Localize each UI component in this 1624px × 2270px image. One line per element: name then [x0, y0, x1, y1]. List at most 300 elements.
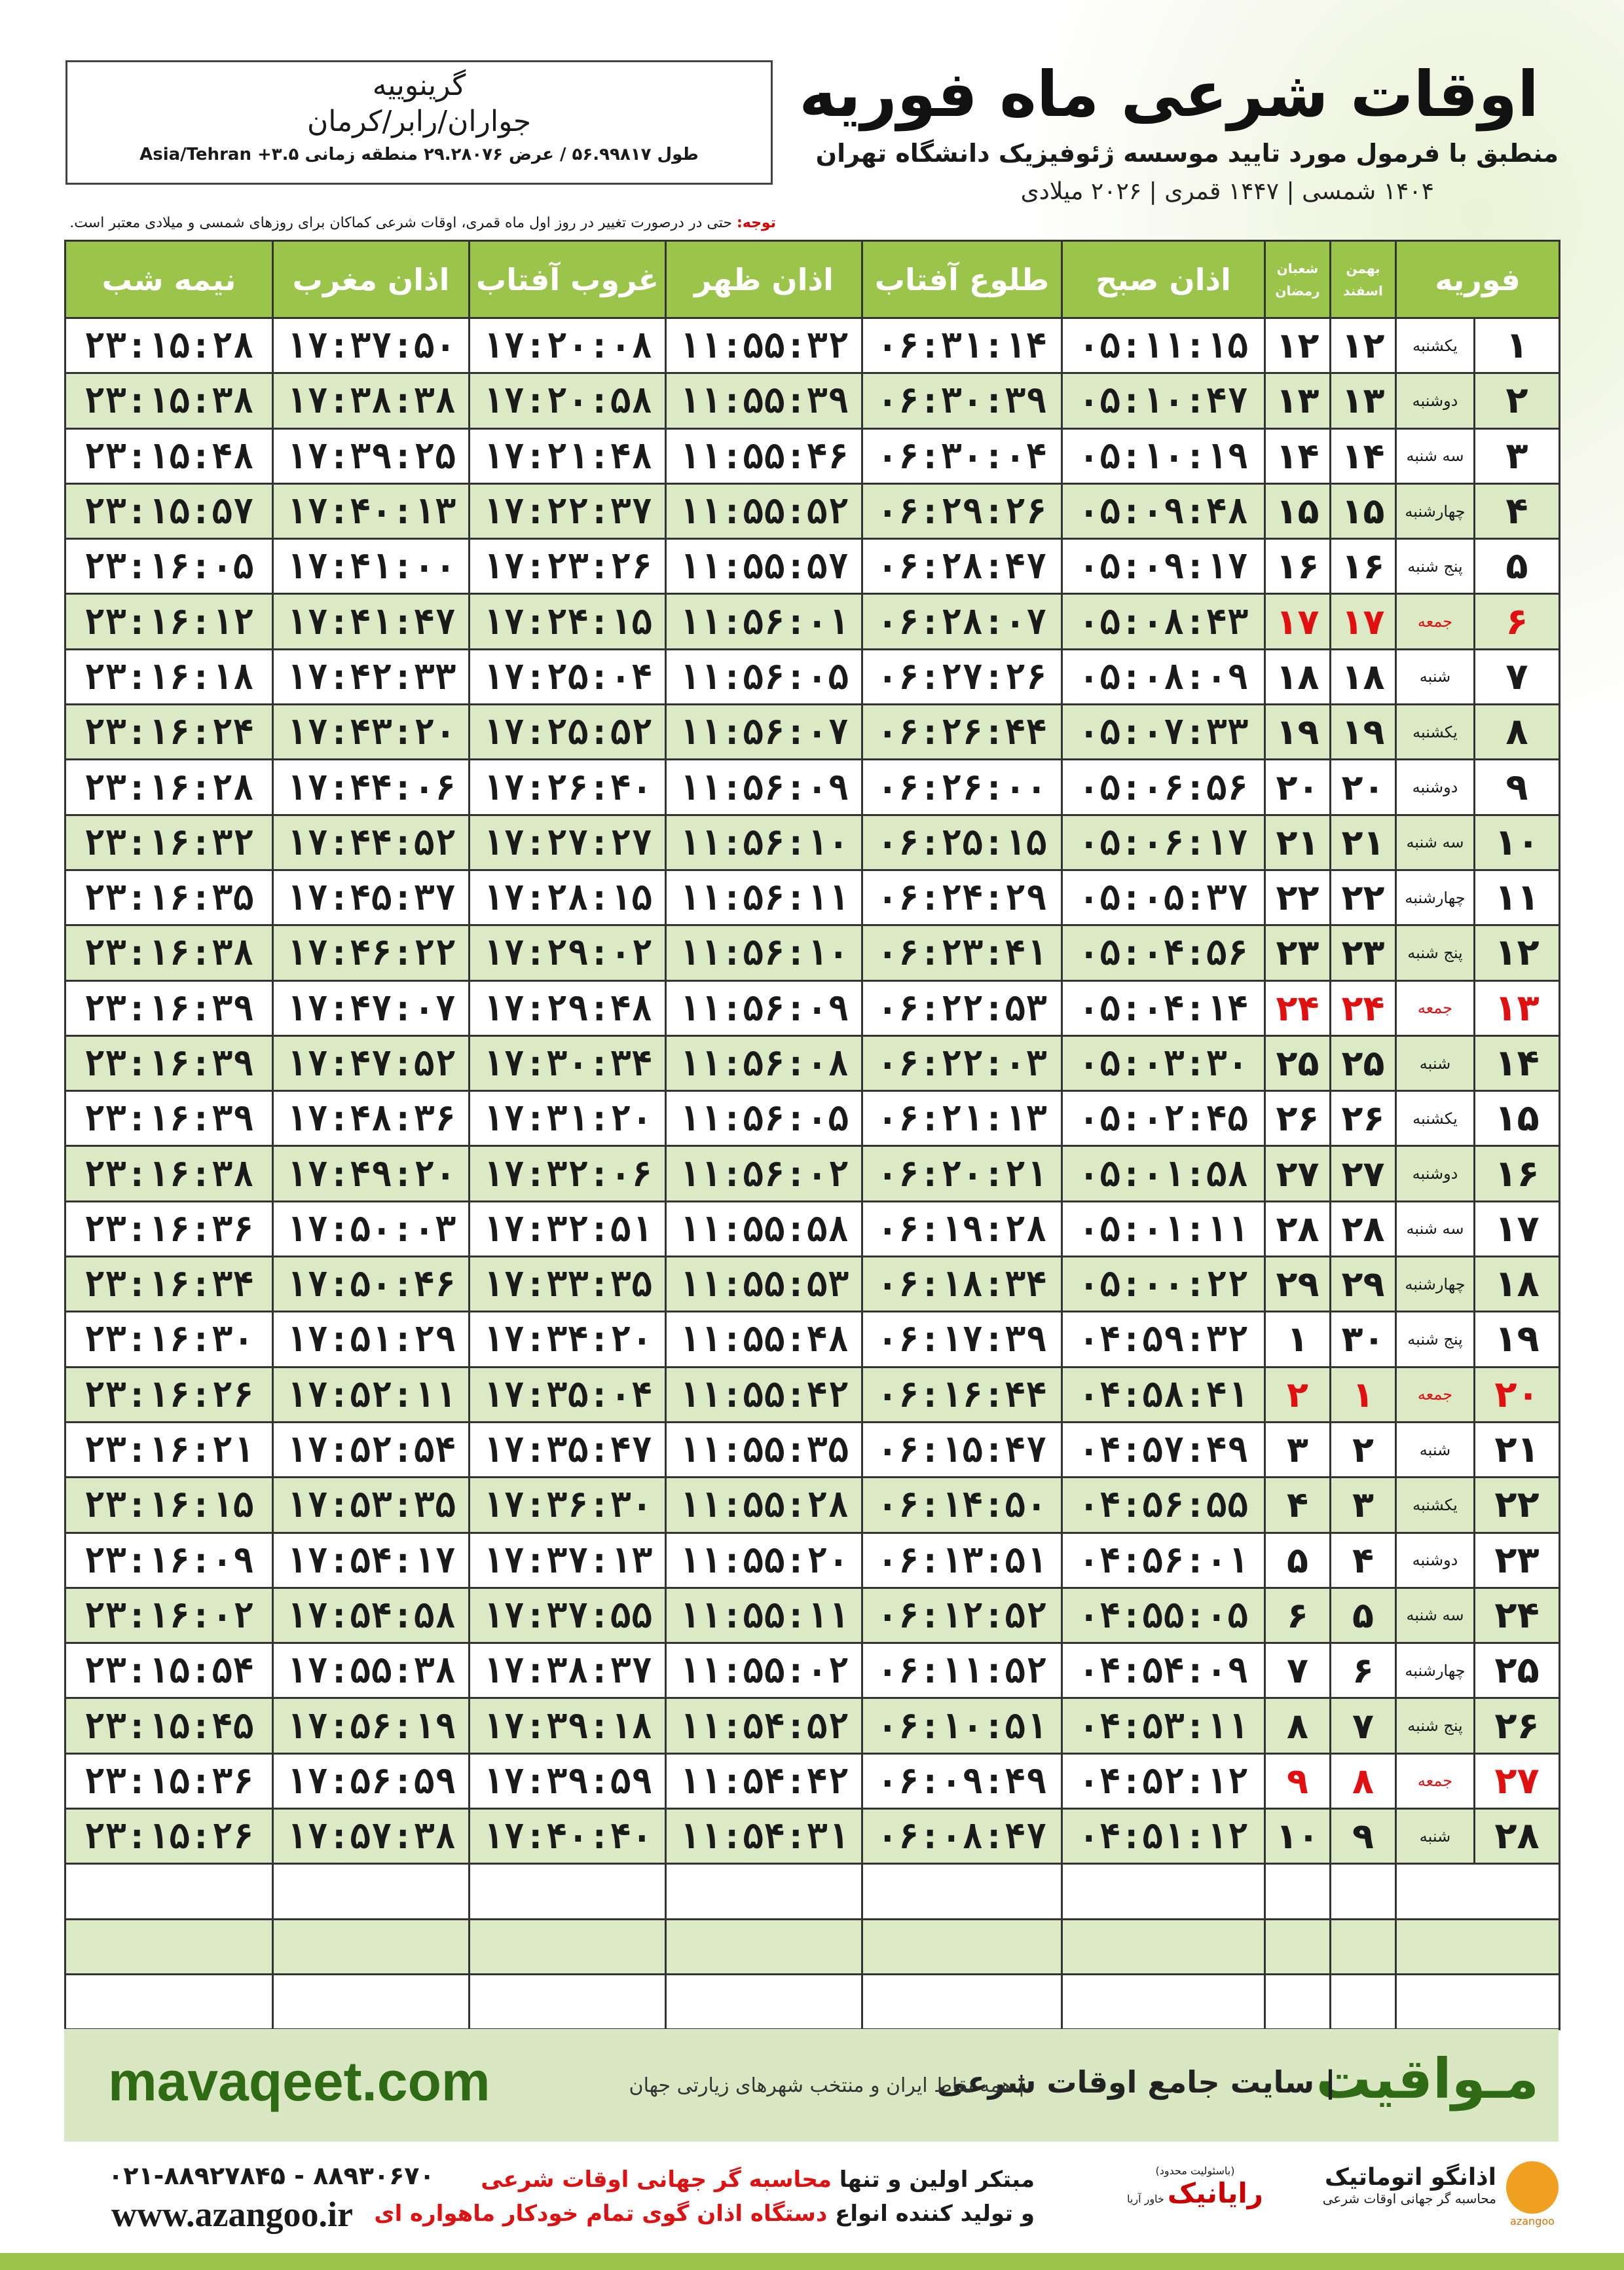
solar-day: ۲۳: [1331, 925, 1396, 980]
time-maghrib: ۱۷:۵۳:۳۵: [273, 1478, 470, 1533]
note: [69, 215, 776, 231]
weekday: پنج شنبه: [1396, 1698, 1475, 1753]
time-midnight: ۲۳:۱۶:۲۸: [65, 760, 273, 815]
lunar-day: ۲: [1265, 1367, 1331, 1422]
time-dhuhr: ۱۱:۵۵:۵۲: [666, 483, 862, 538]
table-row: [65, 1588, 1560, 1643]
table-row: [65, 1091, 1560, 1146]
time-fajr: ۰۵:۰۶:۵۶: [1062, 760, 1265, 815]
page-subtitle: منطبق با فرمول مورد تایید موسسه ژئوفیزیک دانشگاه تهران: [815, 139, 1559, 168]
table-row: [65, 705, 1560, 760]
time-sunset: ۱۷:۳۴:۲۰: [470, 1312, 666, 1367]
weekday: یکشنبه: [1396, 1091, 1475, 1146]
time-maghrib: ۱۷:۴۵:۳۷: [273, 870, 470, 925]
solar-day: ۲۵: [1331, 1035, 1396, 1090]
day-number: ۲۵: [1475, 1643, 1560, 1698]
table-row: [65, 870, 1560, 925]
time-sunset: ۱۷:۲۱:۴۸: [470, 428, 666, 483]
time-midnight: ۲۳:۱۶:۳۸: [65, 1146, 273, 1201]
time-midnight: ۲۳:۱۶:۱۵: [65, 1478, 273, 1533]
lunar-day: ۲۱: [1265, 815, 1331, 870]
calendar-years: ۱۴۰۴ شمسی | ۱۴۴۷ قمری | ۲۰۲۶ میلادی: [1020, 178, 1434, 205]
table-row: [65, 815, 1560, 870]
time-sunset: ۱۷:۳۵:۴۷: [470, 1422, 666, 1477]
solar-day: ۴: [1331, 1533, 1396, 1588]
time-midnight: ۲۳:۱۶:۳۰: [65, 1312, 273, 1367]
time-dhuhr: ۱۱:۵۴:۵۲: [666, 1698, 862, 1753]
time-dhuhr: ۱۱:۵۶:۰۱: [666, 594, 862, 649]
time-sunrise: ۰۶:۲۸:۴۷: [862, 539, 1062, 594]
time-sunset: ۱۷:۴۰:۴۰: [470, 1809, 666, 1864]
time-midnight: ۲۳:۱۶:۱۲: [65, 594, 273, 649]
time-fajr: ۰۵:۰۸:۴۳: [1062, 594, 1265, 649]
weekday: شنبه: [1396, 1035, 1475, 1090]
solar-day: ۱۶: [1331, 539, 1396, 594]
day-number: ۱۷: [1475, 1201, 1560, 1256]
time-maghrib: ۱۷:۴۹:۲۰: [273, 1146, 470, 1201]
time-sunrise: ۰۶:۲۴:۲۹: [862, 870, 1062, 925]
time-dhuhr: ۱۱:۵۵:۴۶: [666, 428, 862, 483]
weekday: جمعه: [1396, 980, 1475, 1035]
table-row: [65, 1478, 1560, 1533]
empty-row: [65, 1919, 1560, 1974]
day-number: ۱: [1475, 318, 1560, 373]
weekday: سه شنبه: [1396, 428, 1475, 483]
weekday: جمعه: [1396, 594, 1475, 649]
page-title: اوقات شرعی ماه فوریه: [799, 58, 1539, 131]
weekday: چهارشنبه: [1396, 870, 1475, 925]
time-fajr: ۰۴:۵۶:۵۵: [1062, 1478, 1265, 1533]
solar-day: ۶: [1331, 1643, 1396, 1698]
time-midnight: ۲۳:۱۶:۰۹: [65, 1533, 273, 1588]
time-sunrise: ۰۶:۲۳:۴۱: [862, 925, 1062, 980]
day-number: ۸: [1475, 705, 1560, 760]
location-name: گرینوییه: [372, 69, 466, 102]
header-sunset: غروب آفتاب: [470, 241, 666, 318]
time-fajr: ۰۵:۰۹:۴۸: [1062, 483, 1265, 538]
time-fajr: ۰۵:۰۱:۵۸: [1062, 1146, 1265, 1201]
weekday: سه شنبه: [1396, 815, 1475, 870]
time-maghrib: ۱۷:۴۲:۳۳: [273, 649, 470, 704]
table-row: [65, 1753, 1560, 1808]
solar-day: ۲۰: [1331, 760, 1396, 815]
time-sunset: ۱۷:۳۲:۰۶: [470, 1146, 666, 1201]
day-number: ۲۸: [1475, 1809, 1560, 1864]
time-dhuhr: ۱۱:۵۵:۴۸: [666, 1312, 862, 1367]
time-sunset: ۱۷:۳۹:۵۹: [470, 1753, 666, 1808]
time-midnight: ۲۳:۱۶:۲۴: [65, 705, 273, 760]
solar-day: ۱۸: [1331, 649, 1396, 704]
time-sunrise: ۰۶:۱۱:۵۲: [862, 1643, 1062, 1698]
solar-day: ۷: [1331, 1698, 1396, 1753]
time-sunset: ۱۷:۳۵:۰۴: [470, 1367, 666, 1422]
table-row: [65, 373, 1560, 428]
time-midnight: ۲۳:۱۶:۳۲: [65, 815, 273, 870]
weekday: چهارشنبه: [1396, 483, 1475, 538]
time-sunrise: ۰۶:۲۶:۰۰: [862, 760, 1062, 815]
time-maghrib: ۱۷:۴۷:۰۷: [273, 980, 470, 1035]
lunar-day: ۱۲: [1265, 318, 1331, 373]
table-row: [65, 980, 1560, 1035]
solar-day: ۲۱: [1331, 815, 1396, 870]
time-maghrib: ۱۷:۳۷:۵۰: [273, 318, 470, 373]
day-number: ۱۶: [1475, 1146, 1560, 1201]
lunar-day: ۱۸: [1265, 649, 1331, 704]
weekday: چهارشنبه: [1396, 1643, 1475, 1698]
empty-row: [65, 1864, 1560, 1919]
time-fajr: ۰۵:۱۰:۱۹: [1062, 428, 1265, 483]
time-sunrise: ۰۶:۲۱:۱۳: [862, 1091, 1062, 1146]
time-dhuhr: ۱۱:۵۵:۱۱: [666, 1588, 862, 1643]
day-number: ۱۱: [1475, 870, 1560, 925]
time-dhuhr: ۱۱:۵۵:۲۸: [666, 1478, 862, 1533]
lunar-day: ۲۹: [1265, 1257, 1331, 1312]
solar-day: ۲۸: [1331, 1201, 1396, 1256]
site-url[interactable]: mavaqeet.com: [108, 2051, 490, 2112]
time-sunrise: ۰۶:۱۹:۲۸: [862, 1201, 1062, 1256]
solar-day: ۱: [1331, 1367, 1396, 1422]
time-fajr: ۰۵:۰۷:۳۳: [1062, 705, 1265, 760]
time-sunrise: ۰۶:۱۶:۴۴: [862, 1367, 1062, 1422]
header-fajr: اذان صبح: [1062, 241, 1265, 318]
lunar-day: ۷: [1265, 1643, 1331, 1698]
time-fajr: ۰۴:۵۲:۱۲: [1062, 1753, 1265, 1808]
lunar-day: ۲۶: [1265, 1091, 1331, 1146]
time-sunset: ۱۷:۲۵:۰۴: [470, 649, 666, 704]
prayer-times-table: [64, 240, 1560, 2030]
time-sunset: ۱۷:۳۲:۵۱: [470, 1201, 666, 1256]
day-number: ۳: [1475, 428, 1560, 483]
lunar-day: ۱: [1265, 1312, 1331, 1367]
time-midnight: ۲۳:۱۶:۱۸: [65, 649, 273, 704]
weekday: پنج شنبه: [1396, 1312, 1475, 1367]
time-fajr: ۰۵:۱۱:۱۵: [1062, 318, 1265, 373]
time-dhuhr: ۱۱:۵۵:۳۹: [666, 373, 862, 428]
table-row: [65, 1643, 1560, 1698]
day-number: ۷: [1475, 649, 1560, 704]
time-maghrib: ۱۷:۵۲:۱۱: [273, 1367, 470, 1422]
time-sunrise: ۰۶:۱۵:۴۷: [862, 1422, 1062, 1477]
time-sunset: ۱۷:۲۵:۵۲: [470, 705, 666, 760]
day-number: ۲: [1475, 373, 1560, 428]
weekday: سه شنبه: [1396, 1588, 1475, 1643]
time-fajr: ۰۵:۰۴:۱۴: [1062, 980, 1265, 1035]
time-midnight: ۲۳:۱۵:۳۶: [65, 1753, 273, 1808]
time-sunset: ۱۷:۳۶:۳۰: [470, 1478, 666, 1533]
solar-day: ۳۰: [1331, 1312, 1396, 1367]
table-row: [65, 1257, 1560, 1312]
time-dhuhr: ۱۱:۵۶:۱۰: [666, 815, 862, 870]
table-row: [65, 1367, 1560, 1422]
solar-day: ۸: [1331, 1753, 1396, 1808]
table-row: [65, 428, 1560, 483]
time-dhuhr: ۱۱:۵۵:۳۲: [666, 318, 862, 373]
time-fajr: ۰۴:۵۱:۱۲: [1062, 1809, 1265, 1864]
time-fajr: ۰۴:۵۸:۴۱: [1062, 1367, 1265, 1422]
table-row: [65, 649, 1560, 704]
time-midnight: ۲۳:۱۶:۳۹: [65, 1091, 273, 1146]
time-maghrib: ۱۷:۴۱:۰۰: [273, 539, 470, 594]
table-row: [65, 1422, 1560, 1477]
time-sunset: ۱۷:۳۰:۳۴: [470, 1035, 666, 1090]
note-label: توجه:: [736, 215, 776, 231]
table-body: [65, 318, 1560, 2030]
table-row: [65, 760, 1560, 815]
table-row: [65, 1201, 1560, 1256]
time-sunset: ۱۷:۳۷:۱۳: [470, 1533, 666, 1588]
time-midnight: ۲۳:۱۵:۳۸: [65, 373, 273, 428]
note-text: حتی در درصورت تغییر در روز اول ماه قمری، اوقات شرعی کماکان برای روزهای شمسی و میلادی معتبر است.: [69, 215, 732, 231]
header-dhuhr: اذان ظهر: [666, 241, 862, 318]
time-fajr: ۰۵:۰۴:۵۶: [1062, 925, 1265, 980]
time-sunset: ۱۷:۲۴:۱۵: [470, 594, 666, 649]
header-maghrib: اذان مغرب: [273, 241, 470, 318]
day-number: ۲۴: [1475, 1588, 1560, 1643]
time-sunrise: ۰۶:۰۸:۴۷: [862, 1809, 1062, 1864]
time-sunrise: ۰۶:۳۱:۱۴: [862, 318, 1062, 373]
time-fajr: ۰۵:۰۰:۲۲: [1062, 1257, 1265, 1312]
brand-tagline-sub: | همه نقاط ایران و منتخب شهرهای زیارتی جهان: [629, 2074, 1025, 2097]
brand-logo: مـواقیت: [1316, 2047, 1539, 2111]
solar-day: ۱۴: [1331, 428, 1396, 483]
lunar-day: ۲۵: [1265, 1035, 1331, 1090]
lunar-day: ۲۴: [1265, 980, 1331, 1035]
lunar-day: ۲۲: [1265, 870, 1331, 925]
day-number: ۱۲: [1475, 925, 1560, 980]
time-sunrise: ۰۶:۳۰:۰۴: [862, 428, 1062, 483]
lunar-day: ۸: [1265, 1698, 1331, 1753]
lunar-day: ۱۵: [1265, 483, 1331, 538]
time-maghrib: ۱۷:۴۷:۵۲: [273, 1035, 470, 1090]
weekday: شنبه: [1396, 1422, 1475, 1477]
day-number: ۱۳: [1475, 980, 1560, 1035]
time-maghrib: ۱۷:۵۴:۱۷: [273, 1533, 470, 1588]
time-fajr: ۰۵:۱۰:۴۷: [1062, 373, 1265, 428]
time-midnight: ۲۳:۱۶:۳۹: [65, 980, 273, 1035]
time-maghrib: ۱۷:۵۶:۱۹: [273, 1698, 470, 1753]
day-number: ۹: [1475, 760, 1560, 815]
time-maghrib: ۱۷:۵۵:۳۸: [273, 1643, 470, 1698]
time-sunrise: ۰۶:۲۸:۰۷: [862, 594, 1062, 649]
solar-day: ۲۶: [1331, 1091, 1396, 1146]
time-dhuhr: ۱۱:۵۶:۰۷: [666, 705, 862, 760]
table-row: [65, 483, 1560, 538]
time-midnight: ۲۳:۱۶:۰۲: [65, 1588, 273, 1643]
time-fajr: ۰۴:۵۶:۰۱: [1062, 1533, 1265, 1588]
lunar-day: ۱۴: [1265, 428, 1331, 483]
lunar-day: ۵: [1265, 1533, 1331, 1588]
lunar-day: ۳: [1265, 1422, 1331, 1477]
time-sunrise: ۰۶:۲۰:۲۱: [862, 1146, 1062, 1201]
time-midnight: ۲۳:۱۶:۳۹: [65, 1035, 273, 1090]
day-number: ۲۲: [1475, 1478, 1560, 1533]
time-fajr: ۰۴:۵۷:۴۹: [1062, 1422, 1265, 1477]
time-sunrise: ۰۶:۲۵:۱۵: [862, 815, 1062, 870]
time-sunset: ۱۷:۳۸:۳۷: [470, 1643, 666, 1698]
table-header-row: [65, 241, 1560, 318]
solar-day: ۱۳: [1331, 373, 1396, 428]
solar-day: ۹: [1331, 1809, 1396, 1864]
time-sunset: ۱۷:۲۰:۵۸: [470, 373, 666, 428]
weekday: جمعه: [1396, 1367, 1475, 1422]
time-maghrib: ۱۷:۵۰:۴۶: [273, 1257, 470, 1312]
table-row: [65, 1533, 1560, 1588]
table-row: [65, 539, 1560, 594]
time-sunset: ۱۷:۲۹:۴۸: [470, 980, 666, 1035]
location-region: جواران/رابر/کرمان: [306, 105, 532, 138]
time-maghrib: ۱۷:۵۷:۳۸: [273, 1809, 470, 1864]
time-dhuhr: ۱۱:۵۴:۴۲: [666, 1753, 862, 1808]
time-sunset: ۱۷:۳۹:۱۸: [470, 1698, 666, 1753]
time-sunrise: ۰۶:۱۰:۵۱: [862, 1698, 1062, 1753]
time-dhuhr: ۱۱:۵۵:۵۸: [666, 1201, 862, 1256]
time-dhuhr: ۱۱:۵۶:۱۱: [666, 870, 862, 925]
time-fajr: ۰۵:۰۹:۱۷: [1062, 539, 1265, 594]
time-dhuhr: ۱۱:۵۶:۱۰: [666, 925, 862, 980]
lunar-day: ۲۸: [1265, 1201, 1331, 1256]
solar-day: ۳: [1331, 1478, 1396, 1533]
phone-numbers: ۰۲۱-۸۸۹۲۷۸۴۵ - ۸۸۹۳۰۶۷۰: [108, 2161, 435, 2190]
time-sunset: ۱۷:۲۷:۲۷: [470, 815, 666, 870]
solar-day: ۲۷: [1331, 1146, 1396, 1201]
time-midnight: ۲۳:۱۵:۴۸: [65, 428, 273, 483]
weekday: پنج شنبه: [1396, 925, 1475, 980]
day-number: ۱۹: [1475, 1312, 1560, 1367]
table-row: [65, 1698, 1560, 1753]
location-coordinates: طول ۵۶.۹۹۸۱۷ / عرض ۲۹.۲۸۰۷۶ منطقه زمانی ۳.۵+ Asia/Tehran: [139, 145, 699, 164]
time-maghrib: ۱۷:۴۶:۲۲: [273, 925, 470, 980]
day-number: ۵: [1475, 539, 1560, 594]
time-sunrise: ۰۶:۲۹:۲۶: [862, 483, 1062, 538]
time-midnight: ۲۳:۱۶:۲۶: [65, 1367, 273, 1422]
time-fajr: ۰۴:۵۵:۰۵: [1062, 1588, 1265, 1643]
weekday: سه شنبه: [1396, 1201, 1475, 1256]
time-midnight: ۲۳:۱۵:۵۷: [65, 483, 273, 538]
time-midnight: ۲۳:۱۵:۴۵: [65, 1698, 273, 1753]
lunar-day: ۱۷: [1265, 594, 1331, 649]
day-number: ۱۵: [1475, 1091, 1560, 1146]
empty-row: [65, 1974, 1560, 2029]
time-dhuhr: ۱۱:۵۵:۵۷: [666, 539, 862, 594]
time-dhuhr: ۱۱:۵۴:۳۱: [666, 1809, 862, 1864]
time-sunrise: ۰۶:۲۲:۰۳: [862, 1035, 1062, 1090]
time-sunrise: ۰۶:۱۲:۵۲: [862, 1588, 1062, 1643]
lunar-day: ۱۹: [1265, 705, 1331, 760]
time-dhuhr: ۱۱:۵۶:۰۹: [666, 980, 862, 1035]
time-sunset: ۱۷:۳۳:۳۵: [470, 1257, 666, 1312]
table-row: [65, 1312, 1560, 1367]
time-fajr: ۰۵:۰۱:۱۱: [1062, 1201, 1265, 1256]
time-sunset: ۱۷:۲۹:۰۲: [470, 925, 666, 980]
header-midnight: نیمه شب: [65, 241, 273, 318]
lunar-day: ۲۷: [1265, 1146, 1331, 1201]
time-maghrib: ۱۷:۴۸:۳۶: [273, 1091, 470, 1146]
time-midnight: ۲۳:۱۶:۳۴: [65, 1257, 273, 1312]
time-midnight: ۲۳:۱۵:۵۴: [65, 1643, 273, 1698]
weekday: دوشنبه: [1396, 760, 1475, 815]
brand-tagline: | سایت جامع اوقات شرعی: [936, 2064, 1336, 2100]
solar-day: ۲۴: [1331, 980, 1396, 1035]
time-dhuhr: ۱۱:۵۶:۰۲: [666, 1146, 862, 1201]
time-maghrib: ۱۷:۴۴:۵۲: [273, 815, 470, 870]
time-maghrib: ۱۷:۵۱:۲۹: [273, 1312, 470, 1367]
time-dhuhr: ۱۱:۵۶:۰۵: [666, 1091, 862, 1146]
time-sunrise: ۰۶:۱۳:۵۱: [862, 1533, 1062, 1588]
time-midnight: ۲۳:۱۶:۰۵: [65, 539, 273, 594]
solar-day: ۱۲: [1331, 318, 1396, 373]
promo-line-2: و تولید کننده انواع دستگاه اذان گوی تمام خودکار ماهواره ای: [374, 2201, 1035, 2227]
lunar-day: ۶: [1265, 1588, 1331, 1643]
weekday: جمعه: [1396, 1753, 1475, 1808]
header-day: فوریه: [1396, 241, 1560, 318]
time-dhuhr: ۱۱:۵۵:۲۰: [666, 1533, 862, 1588]
promo-line-1: مبتکر اولین و تنها محاسبه گر جهانی اوقات شرعی: [481, 2167, 1035, 2193]
table-row: [65, 1809, 1560, 1864]
lunar-day: ۱۶: [1265, 539, 1331, 594]
time-midnight: ۲۳:۱۵:۲۶: [65, 1809, 273, 1864]
location-box: [65, 60, 773, 185]
azangoo-logo: azangoo اذانگو اتوماتیک محاسبه گر جهانی اوقات شرعی: [1283, 2161, 1559, 2227]
weekday: پنج شنبه: [1396, 539, 1475, 594]
lunar-day: ۱۰: [1265, 1809, 1331, 1864]
weekday: دوشنبه: [1396, 373, 1475, 428]
bottom-bar: [0, 2253, 1624, 2270]
time-sunrise: ۰۶:۰۹:۴۹: [862, 1753, 1062, 1808]
solar-day: ۲۹: [1331, 1257, 1396, 1312]
time-fajr: ۰۴:۵۳:۱۱: [1062, 1698, 1265, 1753]
time-sunrise: ۰۶:۲۲:۵۳: [862, 980, 1062, 1035]
website-link[interactable]: www.azangoo.ir: [111, 2195, 353, 2234]
table-row: [65, 1035, 1560, 1090]
rayanik-logo: (باسئولیت محدود) رایانیک خاور آریا: [1127, 2165, 1263, 2209]
day-number: ۱۸: [1475, 1257, 1560, 1312]
time-maghrib: ۱۷:۴۳:۲۰: [273, 705, 470, 760]
lunar-day: ۴: [1265, 1478, 1331, 1533]
weekday: شنبه: [1396, 649, 1475, 704]
time-fajr: ۰۴:۵۴:۰۹: [1062, 1643, 1265, 1698]
time-fajr: ۰۵:۰۲:۴۵: [1062, 1091, 1265, 1146]
time-maghrib: ۱۷:۴۰:۱۳: [273, 483, 470, 538]
day-number: ۲۱: [1475, 1422, 1560, 1477]
time-sunrise: ۰۶:۲۶:۴۴: [862, 705, 1062, 760]
lunar-day: ۲۰: [1265, 760, 1331, 815]
azangoo-mark-icon: [1506, 2161, 1559, 2214]
time-sunset: ۱۷:۲۰:۰۸: [470, 318, 666, 373]
time-midnight: ۲۳:۱۶:۲۱: [65, 1422, 273, 1477]
weekday: دوشنبه: [1396, 1533, 1475, 1588]
day-number: ۲۳: [1475, 1533, 1560, 1588]
solar-day: ۱۹: [1331, 705, 1396, 760]
header-lunar-month: شعبان رمضان: [1265, 241, 1331, 318]
solar-day: ۱۵: [1331, 483, 1396, 538]
time-maghrib: ۱۷:۳۹:۲۵: [273, 428, 470, 483]
time-sunrise: ۰۶:۱۴:۵۰: [862, 1478, 1062, 1533]
time-sunset: ۱۷:۳۱:۲۰: [470, 1091, 666, 1146]
time-dhuhr: ۱۱:۵۶:۰۸: [666, 1035, 862, 1090]
day-number: ۱۰: [1475, 815, 1560, 870]
header-sunrise: طلوع آفتاب: [862, 241, 1062, 318]
lunar-day: ۹: [1265, 1753, 1331, 1808]
day-number: ۲۶: [1475, 1698, 1560, 1753]
lunar-day: ۱۳: [1265, 373, 1331, 428]
time-midnight: ۲۳:۱۶:۳۶: [65, 1201, 273, 1256]
time-fajr: ۰۵:۰۳:۳۰: [1062, 1035, 1265, 1090]
weekday: یکشنبه: [1396, 705, 1475, 760]
weekday: یکشنبه: [1396, 318, 1475, 373]
time-maghrib: ۱۷:۳۸:۳۸: [273, 373, 470, 428]
time-dhuhr: ۱۱:۵۵:۳۵: [666, 1422, 862, 1477]
solar-day: ۲: [1331, 1422, 1396, 1477]
